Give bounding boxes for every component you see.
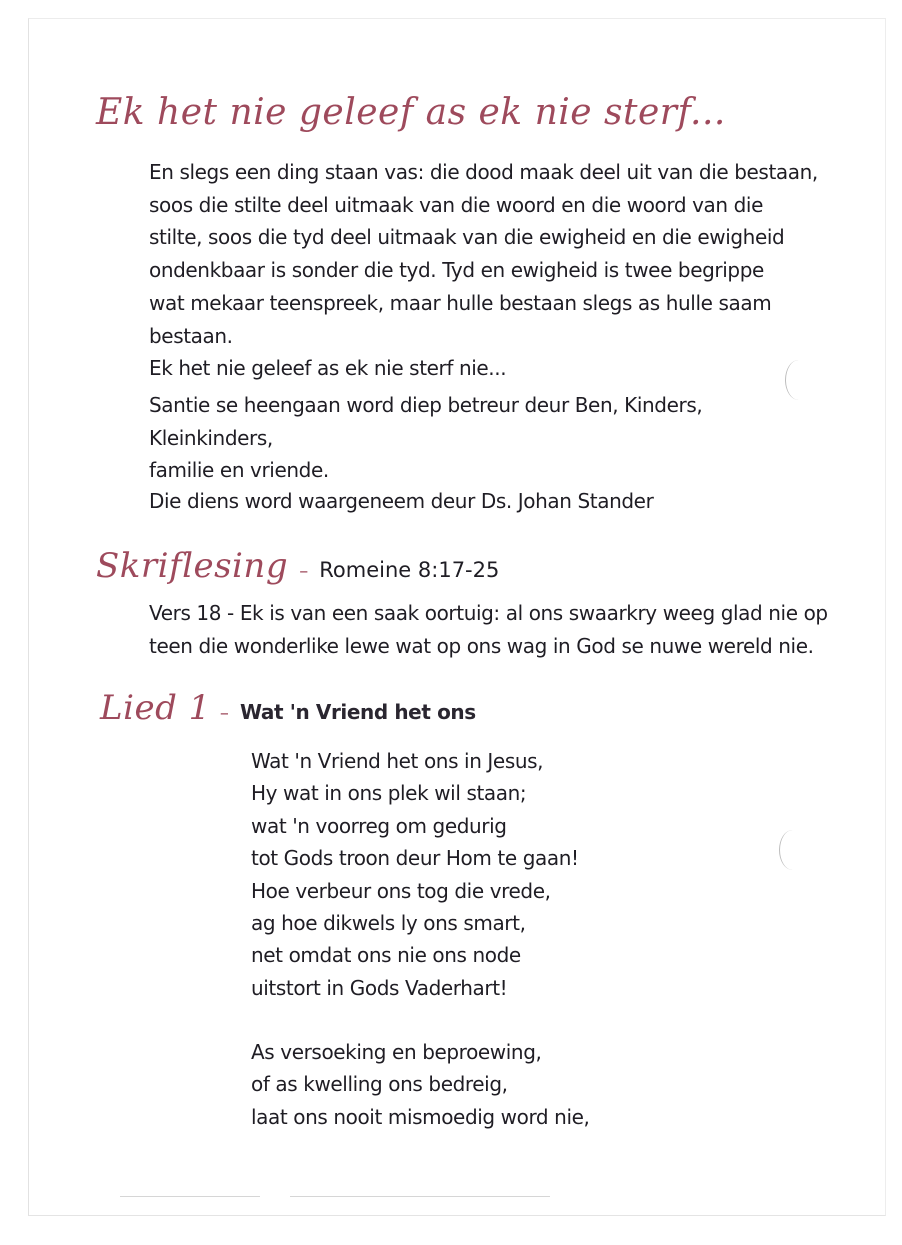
scan-mark [290,1196,550,1197]
hymn-line: wat 'n voorreg om gedurig [251,813,507,838]
song-heading-row [100,688,476,728]
intro-line: stilte, soos die tyd deel uitmaak van die ewigheid en die ewigheid [149,225,785,250]
section-heading-epitaph: Ek het nie geleef as ek nie sterf... [96,92,726,133]
verse-line: teen die wonderlike lewe wat op ons wag in God se nuwe wereld nie. [149,633,814,658]
hymn-line: As versoeking en beproewing, [251,1040,542,1064]
scripture-reference: Romeine 8:17-25 [319,558,500,582]
hymn-stanza-1 [251,745,771,1004]
service-paragraph [149,485,829,518]
service-line: Die diens word waargeneem deur Ds. Johan Stander [149,489,654,513]
scripture-heading: Skriflesing [96,546,289,586]
hymn-line: Wat 'n Vriend het ons in Jesus, [251,749,544,773]
scan-mark [120,1196,260,1197]
hymn-line: tot Gods troon deur Hom te gaan! [251,846,579,871]
hymn-line: ag hoe dikwels ly ons smart, [251,911,526,936]
verse-line: Vers 18 - Ek is van een saak oortuig: al ons swaarkry weeg glad nie op [149,601,828,625]
hymn-stanza-2 [251,1036,771,1133]
intro-line: ondenkbaar is sonder die tyd. Tyd en ewigheid is twee begrippe [149,258,764,283]
song-title: Wat 'n Vriend het ons [239,700,476,724]
intro-line: wat mekaar teenspreek, maar hulle bestaan slegs as hulle saam bestaan. [149,290,772,348]
mourners-paragraph [149,389,829,487]
heading-dash: – [219,703,229,724]
binder-hole [779,830,806,870]
heading-dash: – [299,561,309,582]
intro-paragraph [149,156,829,385]
hymn-line: net omdat ons nie ons node [251,943,521,968]
intro-line: Ek het nie geleef as ek nie sterf nie... [149,356,507,381]
scripture-heading-row [96,546,499,586]
intro-line: soos die stilte deel uitmaak van die woord en die woord van die [149,192,763,217]
hymn-line: of as kwelling ons bedreig, [251,1072,508,1097]
hymn-line: uitstort in Gods Vaderhart! [251,975,508,1000]
hymn-line: Hy wat in ons plek wil staan; [251,781,527,806]
scripture-verse [149,597,829,662]
intro-line: En slegs een ding staan vas: die dood maak deel uit van die bestaan, [149,160,818,184]
song-heading: Lied 1 [100,688,211,728]
hymn-line: Hoe verbeur ons tog die vrede, [251,878,551,903]
mourners-line: Santie se heengaan word diep betreur deur Ben, Kinders, Kleinkinders, [149,393,703,450]
mourners-line: familie en vriende. [149,458,329,483]
hymn-line: laat ons nooit mismoedig word nie, [251,1104,590,1129]
